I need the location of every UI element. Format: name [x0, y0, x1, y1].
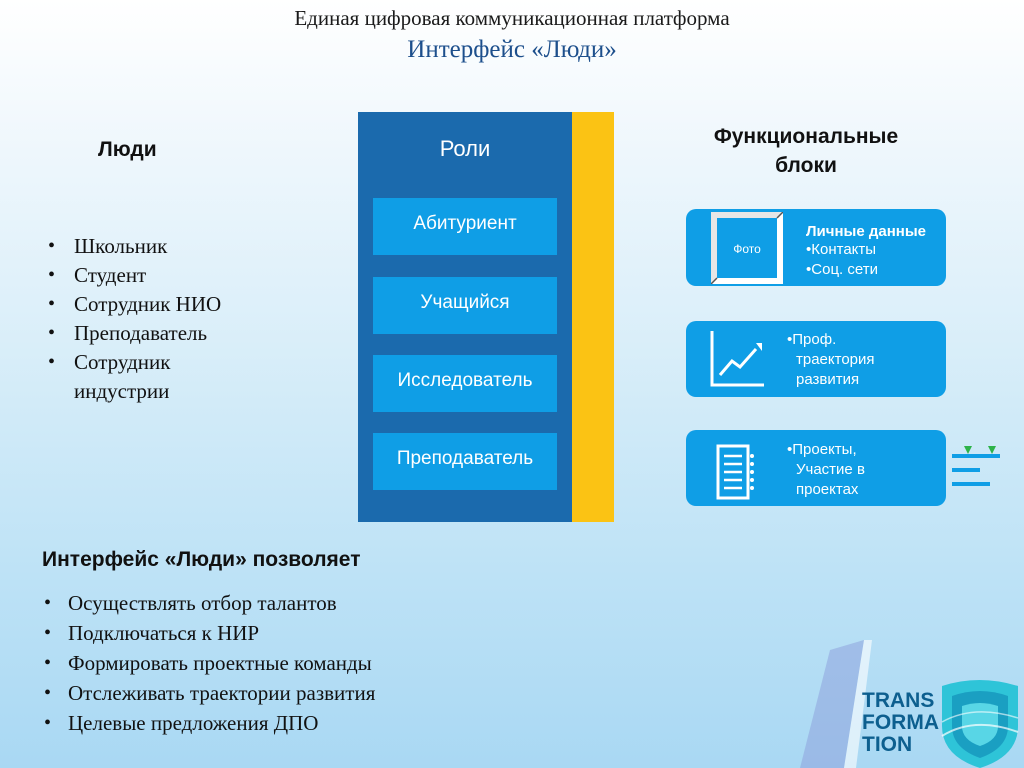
- bullet: •: [44, 592, 52, 614]
- projects-block[interactable]: [686, 430, 946, 506]
- bullet: •: [48, 351, 56, 373]
- people-list: [48, 232, 221, 406]
- role-button-teacher[interactable]: Преподаватель: [373, 433, 557, 490]
- functional-blocks-heading: Функциональные блоки: [713, 125, 899, 177]
- allows-item: • Осуществлять отбор талантов: [44, 588, 375, 618]
- bullet: •: [44, 652, 52, 674]
- allows-item: • Формировать проектные команды: [44, 648, 375, 678]
- project-stack-icon: [950, 442, 1002, 490]
- photo-label: Фото: [733, 242, 761, 256]
- people-item: • Школьник: [48, 232, 221, 261]
- transformation-logo-text: TRANS FORMA TION: [862, 689, 939, 756]
- role-button-researcher[interactable]: Исследователь: [373, 355, 557, 412]
- people-item: • Сотрудник: [48, 348, 221, 377]
- people-item: • Сотрудник НИО: [48, 290, 221, 319]
- allows-item: • Подключаться к НИР: [44, 618, 375, 648]
- bullet: •: [44, 712, 52, 734]
- transformation-logo-emblem: [934, 676, 1024, 768]
- personal-data-block[interactable]: [686, 209, 946, 286]
- trajectory-block[interactable]: [686, 321, 946, 397]
- allows-item: • Целевые предложения ДПО: [44, 708, 375, 738]
- role-button-applicant[interactable]: Абитуриент: [373, 198, 557, 255]
- people-heading: Люди: [98, 138, 157, 161]
- personal-data-title: Личные данные: [806, 223, 926, 240]
- roles-heading: Роли: [439, 136, 491, 161]
- personal-data-item: •Контакты: [806, 241, 877, 258]
- bullet: •: [48, 293, 56, 315]
- trajectory-text: •Проф. траектория развития: [787, 331, 875, 388]
- bullet: •: [48, 322, 56, 344]
- document-list-icon: [716, 444, 756, 500]
- role-button-learner[interactable]: Учащийся: [373, 277, 557, 334]
- people-item-continuation: индустрии: [74, 379, 170, 403]
- growth-chart-icon: [708, 329, 766, 389]
- allows-heading: Интерфейс «Люди» позволяет: [42, 548, 361, 571]
- bullet: •: [44, 622, 52, 644]
- people-item: • Студент: [48, 261, 221, 290]
- people-item: • Преподаватель: [48, 319, 221, 348]
- personal-data-item: •Соц. сети: [806, 261, 878, 278]
- platform-title: Единая цифровая коммуникационная платформа: [294, 6, 730, 30]
- page-title: Интерфейс «Люди»: [407, 36, 617, 63]
- photo-frame: [711, 212, 783, 284]
- allows-item: • Отслеживать траектории развития: [44, 678, 375, 708]
- bullet: •: [48, 264, 56, 286]
- bullet: •: [48, 235, 56, 257]
- projects-text: •Проекты, Участие в проектах: [787, 441, 865, 498]
- bullet: •: [44, 682, 52, 704]
- roles-accent-stripe: [572, 112, 614, 522]
- allows-list: [44, 588, 375, 738]
